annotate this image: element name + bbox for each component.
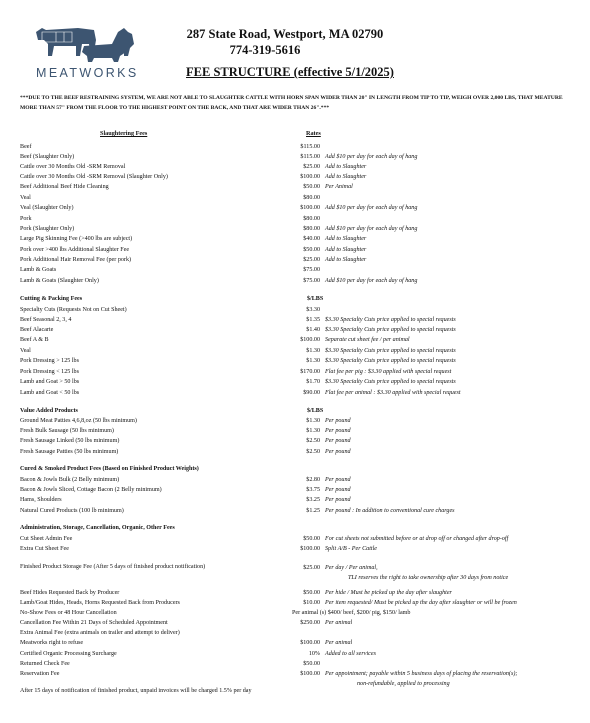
fee-rate: $2.80 bbox=[306, 477, 320, 483]
unit-label: $/LBS bbox=[307, 296, 324, 302]
fee-label: Cancellation Fee Within 21 Days of Scheduled Appointment bbox=[20, 620, 168, 626]
fee-rate: $2.50 bbox=[306, 438, 320, 444]
fee-note: Per pound bbox=[325, 418, 351, 424]
fee-row bbox=[20, 234, 585, 244]
livestock-icon bbox=[32, 22, 142, 66]
section-title: Cured & Smoked Product Fees (Based on Finished Product Weights) bbox=[20, 466, 199, 472]
fee-label: Lamb & Goats bbox=[20, 267, 57, 273]
fee-note: Per hide / Must be picked up the day after slaughter bbox=[325, 590, 452, 596]
fee-note: Per pound bbox=[325, 497, 351, 503]
fee-label: Ground Meat Patties 4,6,8,oz (50 lbs minimum) bbox=[20, 418, 137, 424]
fee-rate: $40.00 bbox=[303, 236, 320, 242]
fee-row bbox=[20, 214, 585, 224]
fee-note: Flat fee per animal : $3.30 applied with special request bbox=[325, 390, 461, 396]
fee-note: Per pound bbox=[325, 477, 351, 483]
fee-label: Pork over >400 lbs Additional Slaughter Fee bbox=[20, 247, 130, 253]
fee-rate: $2.50 bbox=[306, 449, 320, 455]
fee-row bbox=[20, 346, 585, 356]
fee-label: Pork bbox=[20, 216, 32, 222]
fee-label: Beef Alacarte bbox=[20, 327, 54, 333]
fee-rate: $80.00 bbox=[303, 195, 320, 201]
fee-label: Meatworks right to refuse bbox=[20, 640, 84, 646]
phone-number: 774-319-5616 bbox=[229, 43, 301, 57]
fee-row bbox=[20, 628, 585, 638]
fee-row bbox=[20, 377, 585, 387]
fee-label: Reservation Fee bbox=[20, 671, 60, 677]
fee-row bbox=[20, 193, 585, 203]
fee-label: Veal (Slaughter Only) bbox=[20, 205, 74, 211]
fee-note: Add $10 per day for each day of hang bbox=[325, 226, 418, 232]
fee-rate: $100.00 bbox=[300, 174, 320, 180]
fee-note: Per pound bbox=[325, 438, 351, 444]
fee-note: Add to Slaughter bbox=[325, 174, 367, 180]
fee-rate: $25.00 bbox=[303, 164, 320, 170]
section-title: Cutting & Packing Fees bbox=[20, 296, 83, 302]
fee-rate: $100.00 bbox=[300, 671, 320, 677]
fee-rate: $100.00 bbox=[300, 205, 320, 211]
fee-label: Pork Additional Hair Removal Fee (per pork) bbox=[20, 257, 132, 263]
fee-row bbox=[20, 224, 585, 234]
fee-row bbox=[20, 315, 585, 325]
fee-rate: $1.30 bbox=[306, 418, 320, 424]
fee-rate: $25.00 bbox=[303, 565, 320, 571]
fee-rate: $1.30 bbox=[306, 348, 320, 354]
fee-rate: $90.00 bbox=[303, 390, 320, 396]
fee-row bbox=[20, 598, 585, 608]
fee-row bbox=[20, 325, 585, 335]
fee-label: Extra Animal Fee (extra animals on trailer and attempt to deliver) bbox=[20, 630, 180, 636]
fee-label: Finished Product Storage Fee (After 5 days of finished product notification) bbox=[20, 564, 206, 570]
fee-note: Add to Slaughter bbox=[325, 247, 367, 253]
page-title: FEE STRUCTURE (effective 5/1/2025) bbox=[186, 65, 394, 79]
fee-rate: $100.00 bbox=[300, 640, 320, 646]
fee-row bbox=[20, 475, 585, 485]
section-title: Administration, Storage, Cancellation, Organic, Other Fees bbox=[20, 525, 175, 531]
fee-rate: $100.00 bbox=[300, 337, 320, 343]
fee-row bbox=[20, 152, 585, 162]
fee-label: Cattle over 30 Months Old -SRM Removal bbox=[20, 164, 126, 170]
fee-note: $3.30 Specialty Cuts price applied to special requests bbox=[325, 327, 456, 333]
fee-label: Lamb & Goats (Slaughter Only) bbox=[20, 278, 99, 284]
fee-label: Beef (Slaughter Only) bbox=[20, 154, 75, 160]
fee-row bbox=[20, 245, 585, 255]
fee-label: Beef Seasonal 2, 3, 4 bbox=[20, 317, 72, 323]
fee-note: Separate cut sheet fee / per animal bbox=[325, 337, 410, 343]
fee-label: Pork (Slaughter Only) bbox=[20, 226, 75, 232]
fee-note: Add $10 per day for each day of hang bbox=[325, 205, 418, 211]
fee-row bbox=[20, 255, 585, 265]
fee-rate: $50.00 bbox=[303, 536, 320, 542]
fee-note: Per Animal bbox=[325, 184, 353, 190]
fee-row bbox=[20, 335, 585, 345]
fee-row bbox=[20, 544, 585, 554]
fee-row bbox=[20, 638, 585, 648]
fee-row bbox=[20, 669, 585, 687]
fee-note: Per pound bbox=[325, 449, 351, 455]
fee-note: Per pound : In addition to conventional cure charges bbox=[325, 508, 455, 514]
fee-note: $3.30 Specialty Cuts price applied to special requests bbox=[325, 348, 456, 354]
fee-rate: $1.35 bbox=[306, 317, 320, 323]
fee-row bbox=[20, 649, 585, 659]
fee-rate: $50.00 bbox=[303, 184, 320, 190]
section-heading bbox=[20, 464, 585, 474]
fee-label: Beef bbox=[20, 144, 32, 150]
fee-label: Extra Cut Sheet Fee bbox=[20, 546, 69, 552]
fee-row bbox=[20, 276, 585, 286]
fee-rate: Per animal (s) $400/ beef, $200/ pig, $150/ lamb bbox=[292, 610, 411, 616]
fee-rate: 10% bbox=[308, 651, 320, 657]
fee-note: Add $10 per day for each day of hang bbox=[325, 278, 418, 284]
section-heading bbox=[20, 523, 585, 533]
fee-row bbox=[20, 367, 585, 377]
fee-row bbox=[20, 265, 585, 275]
fee-note: $3.30 Specialty Cuts price applied to special requests bbox=[325, 379, 456, 385]
fee-rate: $50.00 bbox=[303, 247, 320, 253]
fee-label: Natural Cured Products (100 lb minimum) bbox=[20, 508, 124, 514]
unit-label: $/LBS bbox=[307, 408, 324, 414]
fee-row bbox=[20, 608, 585, 618]
fee-row bbox=[20, 388, 585, 398]
fee-row bbox=[20, 534, 585, 544]
fee-label: Cut Sheet Admin Fee bbox=[20, 536, 73, 542]
fee-note: Add $10 per day for each day of hang bbox=[325, 154, 418, 160]
fee-label: Returned Check Fee bbox=[20, 661, 70, 667]
fee-note: Add to Slaughter bbox=[325, 236, 367, 242]
fee-note: Per item requested/ Must be picked up the day after slaughter or will be frozen bbox=[325, 600, 517, 606]
fee-row bbox=[20, 495, 585, 505]
address: 287 State Road, Westport, MA 02790 bbox=[186, 27, 384, 41]
fee-label: Pork Dressing > 125 lbs bbox=[20, 358, 79, 364]
fee-rate: $75.00 bbox=[303, 267, 320, 273]
fee-row bbox=[20, 426, 585, 436]
fee-note: $3.30 Specialty Cuts price applied to special requests bbox=[325, 317, 456, 323]
fee-note: Per pound bbox=[325, 428, 351, 434]
fee-note: Add to Slaughter bbox=[325, 164, 367, 170]
fee-rate: $170.00 bbox=[300, 369, 320, 375]
late-payment-notice: After 15 days of notification of finished product, unpaid invoices will be charged 1.5% per day bbox=[20, 688, 252, 694]
logo-wordmark: MEATWORKS bbox=[36, 66, 139, 80]
fee-note-continued: non-refundable, applied to processing bbox=[357, 681, 450, 687]
fee-row bbox=[20, 182, 585, 192]
fee-rate: $50.00 bbox=[303, 590, 320, 596]
fee-note: Per pound bbox=[325, 487, 351, 493]
fee-row bbox=[20, 506, 585, 516]
fee-rate: $1.70 bbox=[306, 379, 320, 385]
fee-row bbox=[20, 305, 585, 315]
fee-rate: $25.00 bbox=[303, 257, 320, 263]
fee-rate: $100.00 bbox=[300, 546, 320, 552]
fee-rate: $75.00 bbox=[303, 278, 320, 284]
fee-label: Veal bbox=[20, 195, 31, 201]
fee-label: Hams, Shoulders bbox=[20, 497, 62, 503]
fee-label: Fresh Bulk Sausage (50 lbs minimum) bbox=[20, 428, 114, 434]
fee-rate: $80.00 bbox=[303, 216, 320, 222]
fee-rate: $10.00 bbox=[303, 600, 320, 606]
fee-label: Pork Dressing < 125 lbs bbox=[20, 369, 79, 375]
fee-row bbox=[20, 172, 585, 182]
fee-row bbox=[20, 485, 585, 495]
fee-label: No-Show Fees or 48 Hour Cancellation bbox=[20, 610, 117, 616]
fee-label: Cattle over 30 Months Old -SRM Removal (Slaughter Only) bbox=[20, 174, 168, 180]
fee-rate: $3.25 bbox=[306, 497, 320, 503]
fee-note: Added to all services bbox=[325, 651, 376, 657]
fee-row bbox=[20, 142, 585, 152]
fee-rate: $3.75 bbox=[306, 487, 320, 493]
fee-label: Lamb/Goat Hides, Heads, Horns Requested Back from Producers bbox=[20, 600, 180, 606]
section-title: Value Added Products bbox=[20, 408, 78, 414]
fee-label: Bacon & Jowls Bulk (2 Belly minimum) bbox=[20, 477, 120, 483]
fee-note: Split A/B - Per Cattle bbox=[325, 546, 378, 552]
fee-rate: $1.30 bbox=[306, 428, 320, 434]
horn-span-notice: ***DUE TO THE BEEF RESTRAINING SYSTEM, WE ARE NOT ABLE TO SLAUGHTER CATTLE WITH HORN SPAN WIDER THAN 20" IN LENGTH FROM TIP TO TIP, WEIGH OVER 2,000 LBS, THAT MEATURE MORE THAN 57" FROM THE FLOOR TO THE HIGHEST POINT ON THE BACK, AND THAT ARE WIDER THAN 26".*** bbox=[20, 95, 563, 111]
fee-note: Per animal bbox=[325, 640, 353, 646]
fee-row bbox=[20, 436, 585, 446]
fee-label: Specialty Cuts (Requests Not on Cut Sheet) bbox=[20, 307, 127, 313]
fee-note-continued: TLI reserves the right to take ownership after 30 days from notice bbox=[348, 575, 509, 581]
fee-label: Lamb and Goat < 50 lbs bbox=[20, 390, 80, 396]
section-heading bbox=[20, 406, 585, 416]
fee-note: Per appointment; payable within 5 business days of placing the reservation(s); bbox=[325, 671, 518, 677]
fee-label: Lamb and Goat > 50 lbs bbox=[20, 379, 80, 385]
fee-label: Fresh Sausage Patties (50 lbs minimum) bbox=[20, 449, 119, 455]
fee-row bbox=[20, 356, 585, 366]
column-head-fees: Slaughtering Fees bbox=[100, 130, 148, 137]
fee-rate: $250.00 bbox=[300, 620, 320, 626]
fee-rate: $50.00 bbox=[303, 661, 320, 667]
fee-note: Per animal bbox=[325, 620, 353, 626]
fee-note: Per day / Per animal, bbox=[325, 565, 378, 571]
fee-rate: $115.00 bbox=[300, 154, 320, 160]
fee-rate: $1.40 bbox=[306, 327, 320, 333]
fee-row bbox=[20, 659, 585, 669]
fee-rate: $3.30 bbox=[306, 307, 320, 313]
fee-label: Bacon & Jowls Sliced, Cottage Bacon (2 Belly minimum) bbox=[20, 487, 162, 493]
fee-row bbox=[20, 203, 585, 213]
fee-note: For cut sheets not submitted before or at drop off or changed after drop-off bbox=[325, 536, 509, 542]
fee-label: Beef A & B bbox=[20, 337, 49, 343]
fee-row bbox=[20, 618, 585, 628]
fee-rate: $1.25 bbox=[306, 508, 320, 514]
fee-label: Certified Organic Processing Surcharge bbox=[20, 651, 117, 657]
fee-note: $3.30 Specialty Cuts price applied to special requests bbox=[325, 358, 456, 364]
fee-row bbox=[20, 447, 585, 457]
fee-row bbox=[20, 162, 585, 172]
fee-row bbox=[20, 588, 585, 598]
fee-note: Flat fee per pig : $3.30 applied with special request bbox=[325, 369, 452, 375]
fee-row bbox=[20, 563, 585, 581]
fee-row bbox=[20, 416, 585, 426]
fee-label: Large Pig Skinning Fee (>400 lbs are subject) bbox=[20, 236, 133, 242]
fee-label: Veal bbox=[20, 348, 31, 354]
fee-label: Fresh Sausage Linked (50 lbs minimum) bbox=[20, 438, 120, 444]
fee-label: Beef Additional Beef Hide Cleaning bbox=[20, 184, 109, 190]
section-heading bbox=[20, 294, 585, 304]
fee-label: Beef Hides Requested Back by Producer bbox=[20, 590, 120, 596]
fee-rate: $80.00 bbox=[303, 226, 320, 232]
column-head-rates: Rates bbox=[306, 130, 321, 137]
fee-rate: $115.00 bbox=[300, 144, 320, 150]
fee-note: Add to Slaughter bbox=[325, 257, 367, 263]
fee-rate: $1.30 bbox=[306, 358, 320, 364]
